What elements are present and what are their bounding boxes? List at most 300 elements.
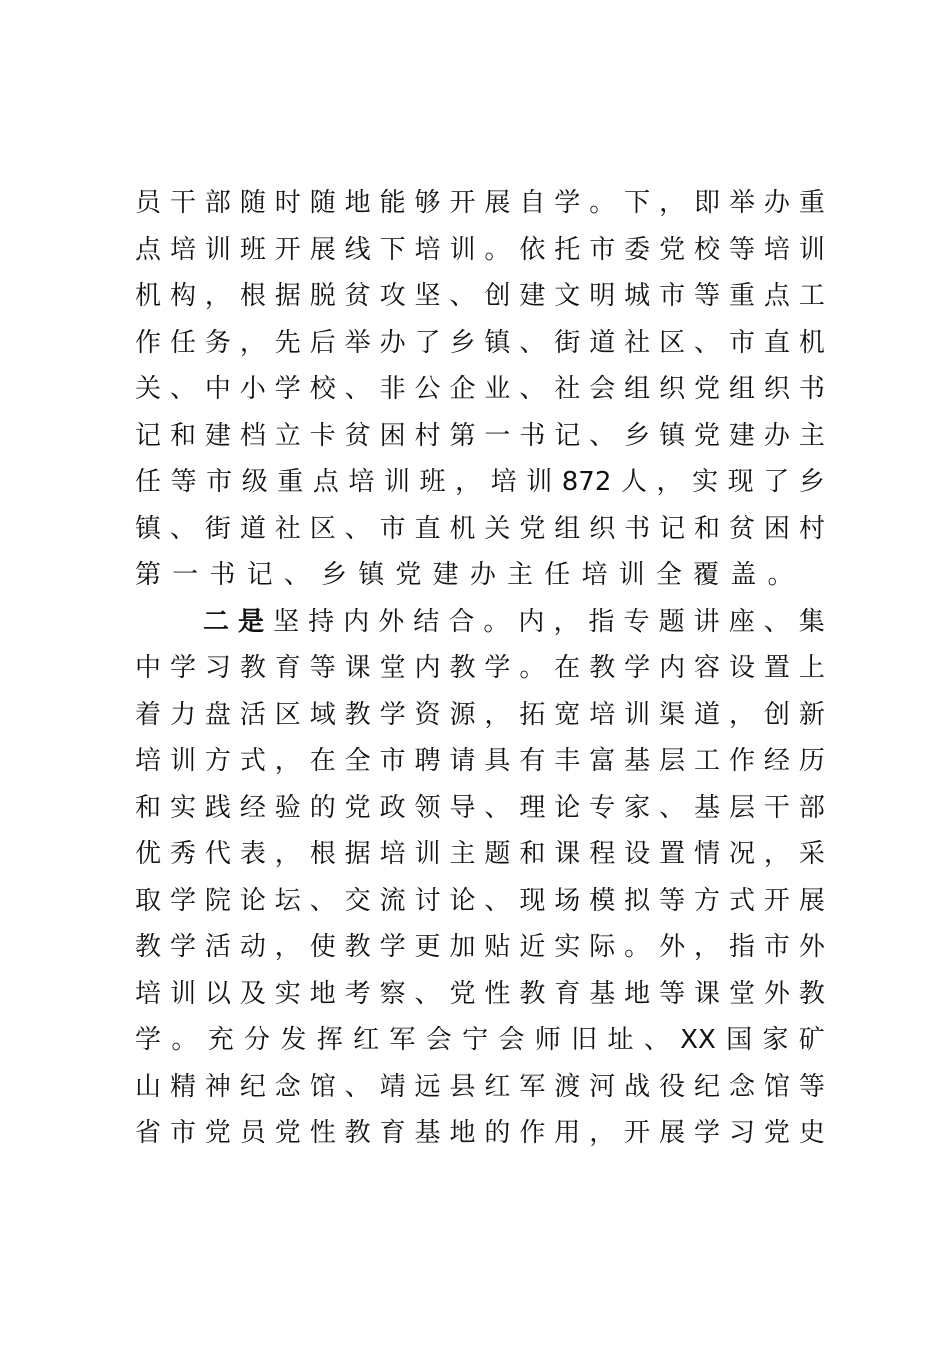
text-char: 外 <box>659 932 686 962</box>
text-char: 市 <box>206 467 233 497</box>
text-char: 况 <box>728 839 755 869</box>
text-char: 坚 <box>414 281 441 311</box>
text-char: 、 <box>589 420 616 451</box>
text-char: 持 <box>308 606 335 637</box>
text-char: ， <box>589 1118 616 1148</box>
text-char: 堂 <box>728 978 755 1009</box>
text-char: 干 <box>763 792 790 823</box>
text-char: 织 <box>589 513 616 544</box>
text-char: 人 <box>620 467 647 497</box>
text-char: 道 <box>694 699 721 730</box>
text-char: 任 <box>169 327 196 358</box>
text-char: 即 <box>694 188 721 218</box>
text-char: 创 <box>484 281 511 311</box>
text-char: 设 <box>728 653 755 683</box>
text-char: 能 <box>379 188 406 218</box>
text-char: 展 <box>309 234 336 265</box>
text-char: 、 <box>449 281 476 311</box>
text-char: 培 <box>379 839 406 869</box>
text-char: 下 <box>624 188 651 218</box>
text-char: 党 <box>274 1118 301 1148</box>
text-char: 坚 <box>273 606 300 637</box>
text-char: 验 <box>274 792 301 823</box>
text-char: 记 <box>554 420 581 451</box>
text-char: 训 <box>526 467 553 497</box>
text-char: 分 <box>244 1025 271 1055</box>
text-char: 市 <box>659 281 686 311</box>
text-line <box>135 924 825 971</box>
text-char: 讨 <box>414 885 441 916</box>
text-char: 、 <box>519 327 546 358</box>
text-char: 贫 <box>344 420 371 451</box>
text-char: 随 <box>239 188 266 218</box>
text-char: 创 <box>763 699 790 730</box>
text-char: 镇 <box>659 420 686 451</box>
text-char: 随 <box>309 188 336 218</box>
text-char: 情 <box>694 839 721 869</box>
text-char: 地 <box>624 978 651 1009</box>
text-char: 。 <box>624 932 651 962</box>
text-char: 文 <box>554 281 581 311</box>
text-char: 党 <box>395 560 422 590</box>
text-char: 等 <box>659 885 686 916</box>
text-line <box>135 1064 825 1111</box>
text-char: 训 <box>618 560 645 590</box>
text-char: 国 <box>726 1025 753 1055</box>
text-char: 展 <box>484 188 511 218</box>
text-char: 性 <box>309 1118 336 1148</box>
text-char: 教 <box>449 653 476 683</box>
text-char: 领 <box>414 792 441 823</box>
text-char: 据 <box>274 281 301 311</box>
text-char: 道 <box>589 327 616 358</box>
text-char: 贴 <box>484 932 511 962</box>
text-line <box>135 645 825 692</box>
text-char: 采 <box>798 839 825 869</box>
text-char: ， <box>659 188 686 218</box>
text-char: 、 <box>169 513 196 544</box>
text-char: 学 <box>694 1118 721 1148</box>
text-char: 省 <box>135 1118 162 1148</box>
text-char: 院 <box>204 885 231 916</box>
text-char: 的 <box>484 1118 511 1148</box>
text-char: 军 <box>389 1025 416 1055</box>
text-char: ， <box>274 746 301 776</box>
text-char: 专 <box>623 606 650 637</box>
text-char: 第 <box>449 420 476 451</box>
text-char: 下 <box>379 234 406 265</box>
text-char: 和 <box>694 513 721 544</box>
text-char: 使 <box>309 932 336 962</box>
text-char: 请 <box>449 746 476 776</box>
text-char: 代 <box>204 839 231 869</box>
text-char: 根 <box>239 281 266 311</box>
text-line <box>135 273 825 320</box>
text-char: 以 <box>204 978 231 1009</box>
text-char: 脱 <box>309 281 336 311</box>
text-char: 作 <box>728 746 755 776</box>
text-char: 级 <box>241 467 268 497</box>
text-char: 、 <box>283 560 310 590</box>
text-char: ， <box>694 932 721 962</box>
text-char: 宽 <box>554 699 581 730</box>
text-char: 机 <box>449 513 476 544</box>
text-char: 非 <box>379 374 406 404</box>
text-char: 结 <box>413 606 440 637</box>
text-char: 上 <box>798 653 825 683</box>
text-char: 馆 <box>763 1071 790 1102</box>
text-line <box>135 1110 825 1157</box>
text-char: 业 <box>484 374 511 404</box>
paragraph2-lead-char: 二 <box>203 606 230 637</box>
text-char: 实 <box>274 978 301 1009</box>
text-char: 和 <box>135 792 162 823</box>
text-char: 务 <box>204 327 231 358</box>
text-char: 工 <box>694 746 721 776</box>
text-line <box>135 692 825 739</box>
text-char: ， <box>204 281 231 311</box>
text-char: 了 <box>763 467 790 497</box>
text-char: 习 <box>728 1118 755 1148</box>
text-char: 论 <box>239 885 266 916</box>
text-char: 社 <box>624 327 651 358</box>
text-char: 党 <box>204 1118 231 1148</box>
text-char: 等 <box>694 281 721 311</box>
text-char: 市 <box>379 746 406 776</box>
text-char: 培 <box>348 467 375 497</box>
text-char: 、 <box>344 374 371 404</box>
text-char: 培 <box>490 467 517 497</box>
text-char: 训 <box>169 746 196 776</box>
text-char: 开 <box>763 885 790 916</box>
text-char: 街 <box>554 327 581 358</box>
text-char: 流 <box>379 885 406 916</box>
text-char: 学 <box>169 932 196 962</box>
text-char: 镇 <box>358 560 385 590</box>
text-char: ， <box>656 467 683 497</box>
text-char: 合 <box>448 606 475 637</box>
text-line <box>135 506 825 553</box>
text-char: 展 <box>798 885 825 916</box>
text-char: 主 <box>798 420 825 451</box>
text-char: 纪 <box>694 1071 721 1102</box>
text-char: 践 <box>204 792 231 823</box>
text-char: 念 <box>274 1071 301 1102</box>
text-char: 等 <box>170 467 197 497</box>
text-char: 。 <box>767 560 794 590</box>
text-char: 实 <box>169 792 196 823</box>
text-char: 组 <box>554 513 581 544</box>
text-char: 史 <box>798 1118 825 1148</box>
text-char: 交 <box>344 885 371 916</box>
text-char: 、 <box>484 885 511 916</box>
text-line <box>135 366 825 413</box>
text-char: 训 <box>383 467 410 497</box>
text-char: 举 <box>344 327 371 358</box>
text-char: 道 <box>239 513 266 544</box>
text-char: 书 <box>519 420 546 451</box>
text-char: ， <box>274 839 301 869</box>
text-char: 堂 <box>379 653 406 683</box>
text-char: 红 <box>484 1071 511 1102</box>
text-char: 开 <box>274 234 301 265</box>
text-char: 教 <box>589 653 616 683</box>
text-char: 。 <box>483 606 510 637</box>
text-char: 市 <box>589 234 616 265</box>
text-char: 办 <box>763 188 790 218</box>
text-char: 学 <box>624 653 651 683</box>
text-char: 家 <box>762 1025 789 1055</box>
text-char: 够 <box>414 188 441 218</box>
text-char: 点 <box>135 234 162 265</box>
text-char: 村 <box>414 420 441 451</box>
text-char: 开 <box>449 188 476 218</box>
text-char: 课 <box>694 978 721 1009</box>
text-char: 办 <box>379 327 406 358</box>
text-char: ， <box>728 699 755 730</box>
text-line <box>135 738 825 785</box>
text-line <box>135 785 825 832</box>
text-char: 训 <box>624 699 651 730</box>
text-char: 拓 <box>519 699 546 730</box>
text-char: 困 <box>763 513 790 544</box>
text-char: 集 <box>798 606 825 637</box>
text-char: 开 <box>624 1118 651 1148</box>
text-char: 和 <box>169 420 196 451</box>
text-char: 域 <box>309 699 336 730</box>
text-char: 组 <box>624 374 651 404</box>
text-char: 、 <box>763 606 790 637</box>
text-char: 外 <box>763 978 790 1009</box>
text-char: 论 <box>449 885 476 916</box>
text-char: 构 <box>169 281 196 311</box>
text-char: 党 <box>694 420 721 451</box>
text-char: 市 <box>379 513 406 544</box>
text-char: 理 <box>519 792 546 823</box>
text-char: 等 <box>309 653 336 683</box>
text-char: 镇 <box>135 513 162 544</box>
text-char: 记 <box>135 420 162 451</box>
text-char: 课 <box>344 653 371 683</box>
text-char: 、 <box>519 374 546 404</box>
text-char: 学 <box>169 653 196 683</box>
text-char: 资 <box>414 699 441 730</box>
text-char: ， <box>484 699 511 730</box>
text-char: 覆 <box>693 560 720 590</box>
text-char: 念 <box>728 1071 755 1102</box>
text-char: 区 <box>274 699 301 730</box>
text-char: ， <box>553 606 580 637</box>
text-char: 培 <box>135 746 162 776</box>
text-char: 现 <box>519 885 546 916</box>
text-char: 员 <box>239 1118 266 1148</box>
text-char: 基 <box>694 792 721 823</box>
text-char: 现 <box>727 467 754 497</box>
text-char: 题 <box>658 606 685 637</box>
text-char: 专 <box>589 792 616 823</box>
text-char: 关 <box>135 374 162 404</box>
text-char: 党 <box>659 234 686 265</box>
text-char: 贫 <box>344 281 371 311</box>
text-char: 作 <box>135 327 162 358</box>
text-char: 第 <box>135 560 162 590</box>
text-char: 全 <box>655 560 682 590</box>
text-char: 办 <box>469 560 496 590</box>
text-char: 部 <box>798 792 825 823</box>
text-char: 役 <box>659 1071 686 1102</box>
text-char: 在 <box>554 653 581 683</box>
text-char: 近 <box>519 932 546 962</box>
text-char: 学 <box>554 188 581 218</box>
text-char: 论 <box>554 792 581 823</box>
text-char: 了 <box>414 327 441 358</box>
text-char: 讲 <box>693 606 720 637</box>
text-char: 关 <box>484 513 511 544</box>
text-char: 矿 <box>798 1025 825 1055</box>
text-char: 方 <box>204 746 231 776</box>
text-char: 书 <box>798 374 825 404</box>
text-char: 村 <box>798 513 825 544</box>
text-char: 街 <box>204 513 231 544</box>
text-char: 渡 <box>554 1071 581 1102</box>
text-char: 取 <box>135 885 162 916</box>
text-char: 先 <box>274 327 301 358</box>
text-char: 远 <box>414 1071 441 1102</box>
text-char: 学 <box>169 885 196 916</box>
text-char: 地 <box>344 188 371 218</box>
text-char: 址 <box>607 1025 634 1055</box>
text-line <box>135 320 825 367</box>
text-char: 红 <box>353 1025 380 1055</box>
text-char: 察 <box>379 978 406 1009</box>
text-char: 。 <box>484 234 511 265</box>
text-char: 织 <box>659 374 686 404</box>
text-char: 档 <box>239 420 266 451</box>
text-char: 市 <box>728 327 755 358</box>
text-char: 经 <box>239 792 266 823</box>
text-char: 培 <box>135 978 162 1009</box>
text-char: 委 <box>624 234 651 265</box>
text-line <box>135 831 825 878</box>
text-char: 组 <box>728 374 755 404</box>
text-char: 主 <box>507 560 534 590</box>
text-char: 动 <box>239 932 266 962</box>
text-char: 地 <box>449 1118 476 1148</box>
text-char: 校 <box>309 374 336 404</box>
text-char: 习 <box>204 653 231 683</box>
text-char: 镇 <box>484 327 511 358</box>
text-char: 考 <box>344 978 371 1009</box>
text-char: 实 <box>692 467 719 497</box>
text-char: 等 <box>798 1071 825 1102</box>
text-char: 学 <box>379 699 406 730</box>
text-char: 教 <box>135 932 162 962</box>
text-char: 置 <box>659 839 686 869</box>
text-char: 。 <box>171 1025 198 1055</box>
text-char: 、 <box>309 885 336 916</box>
text-char: 具 <box>484 746 511 776</box>
text-char: 中 <box>204 374 231 404</box>
text-char: 举 <box>728 188 755 218</box>
text-char: 挥 <box>316 1025 343 1055</box>
text-char: 场 <box>554 885 581 916</box>
text-char: 、 <box>169 374 196 404</box>
text-char: 主 <box>449 839 476 869</box>
text-char: 河 <box>589 1071 616 1102</box>
text-char: 活 <box>204 932 231 962</box>
text-char: 秀 <box>169 839 196 869</box>
text-char: 教 <box>798 978 825 1009</box>
text-char: 教 <box>239 653 266 683</box>
text-char: 训 <box>169 978 196 1009</box>
text-char: 托 <box>554 234 581 265</box>
text-char: 教 <box>344 699 371 730</box>
text-char: 学 <box>274 374 301 404</box>
text-char: 县 <box>449 1071 476 1102</box>
text-char: 乡 <box>798 467 825 497</box>
text-char: 设 <box>624 839 651 869</box>
text-char: 性 <box>484 978 511 1009</box>
text-char: 有 <box>519 746 546 776</box>
text-char: 记 <box>659 513 686 544</box>
text-char: 坛 <box>274 885 301 916</box>
text-char: 会 <box>498 1025 525 1055</box>
text-char: 建 <box>728 420 755 451</box>
text-char: 基 <box>624 746 651 776</box>
text-char: 师 <box>534 1025 561 1055</box>
text-char: 富 <box>589 746 616 776</box>
text-line <box>135 180 825 227</box>
text-char: 教 <box>344 932 371 962</box>
text-char: 育 <box>379 1118 406 1148</box>
text-char: 和 <box>519 839 546 869</box>
text-char: 宁 <box>462 1025 489 1055</box>
text-char: 市 <box>763 932 790 962</box>
text-char: 党 <box>694 374 721 404</box>
text-line <box>135 552 825 599</box>
text-char: 优 <box>135 839 162 869</box>
text-char: 外 <box>798 932 825 962</box>
text-char: 际 <box>589 932 616 962</box>
text-char: 加 <box>449 932 476 962</box>
text-char: 困 <box>379 420 406 451</box>
text-char: 靖 <box>379 1071 406 1102</box>
text-char: 育 <box>554 978 581 1009</box>
text-char: ， <box>239 327 266 358</box>
text-char: 在 <box>309 746 336 776</box>
text-char: ， <box>455 467 482 497</box>
text-char: 社 <box>274 513 301 544</box>
text-char: 干 <box>169 188 196 218</box>
text-char: 经 <box>763 746 790 776</box>
text-char: 机 <box>798 327 825 358</box>
text-char: 指 <box>728 932 755 962</box>
text-char: 书 <box>209 560 236 590</box>
text-char: 的 <box>309 792 336 823</box>
text-char: 、 <box>414 978 441 1009</box>
text-char: 、 <box>694 327 721 358</box>
text-char: 基 <box>414 1118 441 1148</box>
text-char: 聘 <box>414 746 441 776</box>
text-char: 内 <box>518 606 545 637</box>
text-char: 直 <box>763 327 790 358</box>
text-char: 依 <box>519 234 546 265</box>
text-char: 党 <box>344 792 371 823</box>
text-char: 训 <box>798 234 825 265</box>
text-char: 家 <box>624 792 651 823</box>
text-char: 一 <box>172 560 199 590</box>
text-char: 自 <box>519 188 546 218</box>
